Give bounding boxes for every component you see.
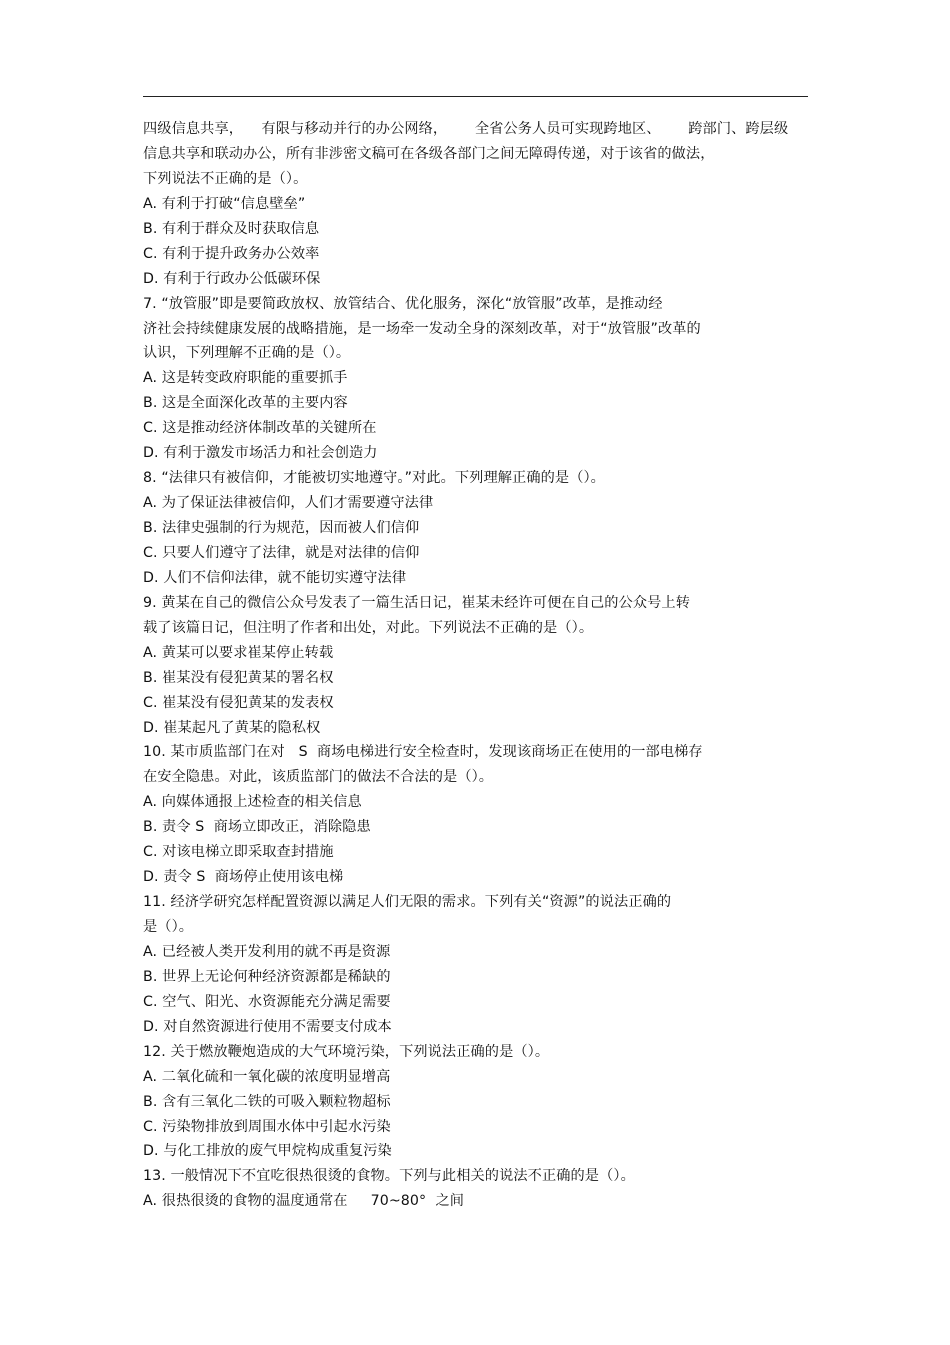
text-line: 10. 某市质监部门在对 S 商场电梯进行安全检查时，发现该商场正在使用的一部电梯存 <box>143 744 703 761</box>
text-line: B. 责令 S 商场立即改正，消除隐患 <box>143 819 371 836</box>
text-line: B. 崔某没有侵犯黄某的署名权 <box>143 669 334 686</box>
text-line: A. 很热很烫的食物的温度通常在 70~80° 之间 <box>143 1193 465 1210</box>
text-line: D. 有利于激发市场活力和社会创造力 <box>143 445 378 462</box>
text-line: B. 世界上无论何种经济资源都是稀缺的 <box>143 968 391 985</box>
text-line: D. 崔某起凡了黄某的隐私权 <box>143 719 321 736</box>
text-line: 7. “放管服”即是要简政放权、放管结合、优化服务，深化“放管服”改革，是推动经 <box>143 295 663 312</box>
text-line: 认识，下列理解不正确的是（）。 <box>143 345 351 362</box>
text-line: 下列说法不正确的是（）。 <box>143 170 308 187</box>
text-line: 12. 关于燃放鞭炮造成的大气环境污染，下列说法正确的是（）。 <box>143 1043 550 1060</box>
text-line: 8. “法律只有被信仰，才能被切实地遵守。”对此。下列理解正确的是（）。 <box>143 470 605 487</box>
text-line: A. 这是转变政府职能的重要抓手 <box>143 370 348 387</box>
text-line: 是（）。 <box>143 919 194 935</box>
text-line: 9. 黄某在自己的微信公众号发表了一篇生活日记，崔某未经许可便在自己的公众号上转 <box>143 594 690 611</box>
text-line: C. 有利于提升政务办公效率 <box>143 245 320 262</box>
text-line: 在安全隐患。对此，该质监部门的做法不合法的是（）。 <box>143 769 494 786</box>
text-line: A. 二氧化硫和一氧化碳的浓度明显增高 <box>143 1068 391 1085</box>
text-line: A. 为了保证法律被信仰，人们才需要遵守法律 <box>143 495 434 512</box>
text-line: 四级信息共享， 有限与移动并行的办公网络， 全省公务人员可实现跨地区、 跨部门、跨层级 <box>143 121 789 137</box>
text-body <box>143 117 823 1214</box>
text-line: A. 有利于打破“信息壁垒” <box>143 195 306 212</box>
text-line: D. 人们不信仰法律，就不能切实遵守法律 <box>143 569 407 586</box>
header-rule <box>143 96 808 97</box>
text-line: B. 含有三氧化二铁的可吸入颗粒物超标 <box>143 1093 391 1110</box>
text-line: D. 与化工排放的废气甲烷构成重复污染 <box>143 1143 392 1160</box>
text-line: A. 向媒体通报上述检查的相关信息 <box>143 794 362 811</box>
text-line: C. 只要人们遵守了法律，就是对法律的信仰 <box>143 544 420 561</box>
text-line: B. 这是全面深化改革的主要内容 <box>143 395 348 412</box>
text-line: B. 法律史强制的行为规范，因而被人们信仰 <box>143 520 420 536</box>
text-line: 济社会持续健康发展的战略措施，是一场牵一发动全身的深刻改革，对于“放管服”改革的 <box>143 320 701 337</box>
text-line: D. 对自然资源进行使用不需要支付成本 <box>143 1018 392 1035</box>
text-line: C. 空气、阳光、水资源能充分满足需要 <box>143 993 391 1010</box>
text-line: A. 已经被人类开发利用的就不再是资源 <box>143 943 391 960</box>
text-line: A. 黄某可以要求崔某停止转载 <box>143 644 334 661</box>
text-line: C. 这是推动经济体制改革的关键所在 <box>143 420 377 437</box>
text-line: 11. 经济学研究怎样配置资源以满足人们无限的需求。下列有关“资源”的说法正确的 <box>143 894 672 911</box>
text-line: D. 有利于行政办公低碳环保 <box>143 270 321 287</box>
text-line: B. 有利于群众及时获取信息 <box>143 220 320 237</box>
text-line: C. 对该电梯立即采取查封措施 <box>143 844 334 861</box>
text-line: 13. 一般情况下不宜吃很热很烫的食物。下列与此相关的说法不正确的是（）。 <box>143 1168 635 1185</box>
text-line: 信息共享和联动办公，所有非涉密文稿可在各级各部门之间无障碍传递，对于该省的做法， <box>143 145 715 162</box>
text-line: C. 崔某没有侵犯黄某的发表权 <box>143 694 334 711</box>
text-line: C. 污染物排放到周围水体中引起水污染 <box>143 1118 391 1135</box>
text-line: 载了该篇日记，但注明了作者和出处，对此。下列说法不正确的是（）。 <box>143 619 594 636</box>
text-line: D. 责令 S 商场停止使用该电梯 <box>143 869 344 886</box>
